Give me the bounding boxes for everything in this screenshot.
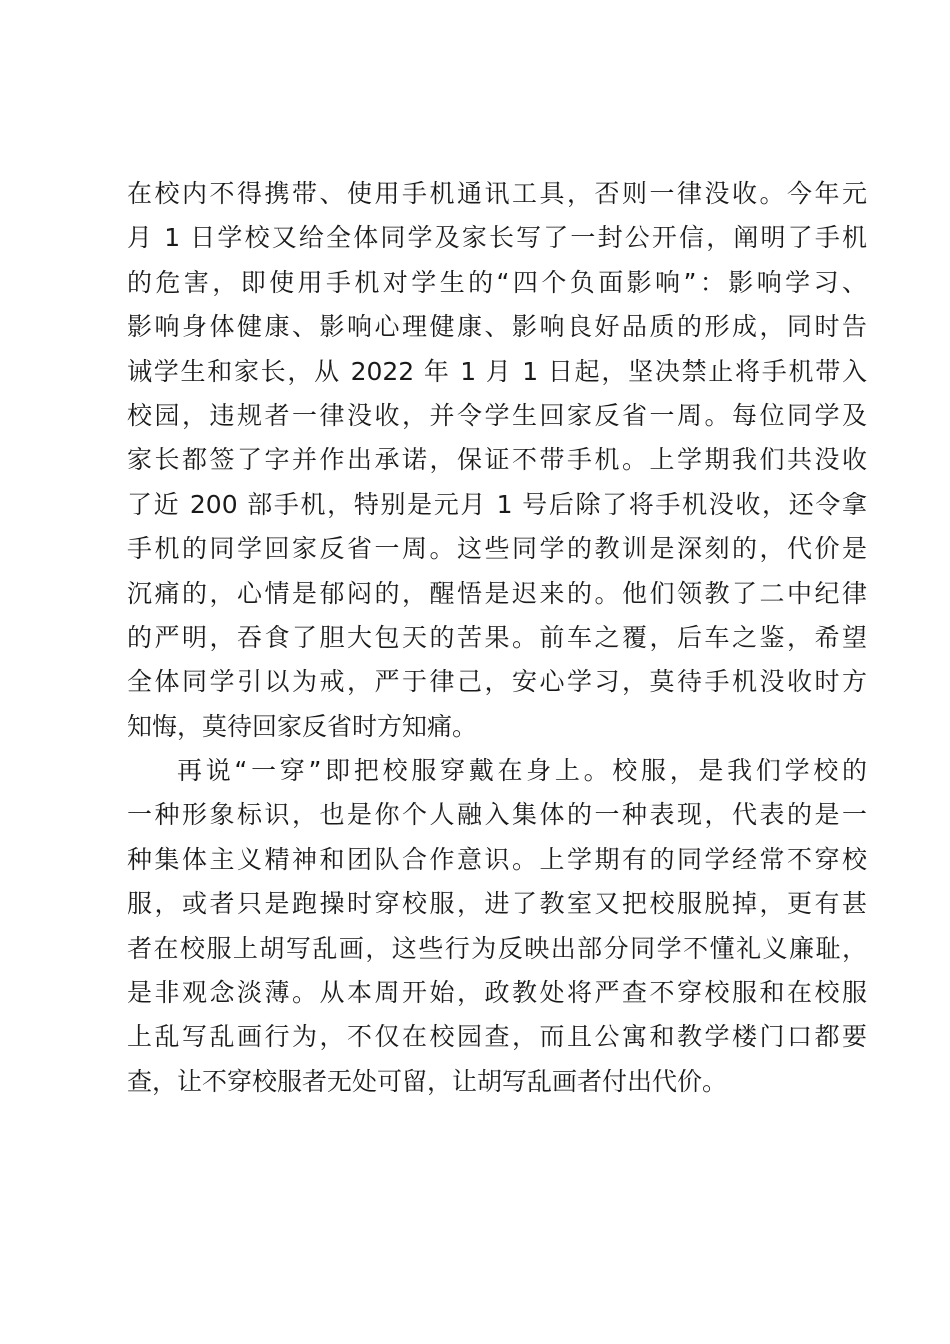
text-line: 再说“一穿”即把校服穿戴在身上。校服，是我们学校的 — [177, 756, 867, 786]
text-line: 种集体主义精神和团队合作意识。上学期有的同学经常不穿校 — [127, 844, 867, 874]
text-line: 的危害，即使用手机对学生的“四个负面影响”：影响学习、 — [127, 267, 867, 297]
paragraph-mobile-phones — [127, 172, 867, 749]
text-line: 一种形象标识，也是你个人融入集体的一种表现，代表的是一 — [127, 800, 867, 830]
text-line: 校园，违规者一律没收，并令学生回家反省一周。每位同学及 — [127, 400, 867, 430]
text-line: 者在校服上胡写乱画，这些行为反映出部分同学不懂礼义廉耻， — [127, 933, 867, 963]
text-line: 查，让不穿校服者无处可留，让胡写乱画者付出代价。 — [127, 1066, 728, 1096]
text-line: 月 1 日学校又给全体同学及家长写了一封公开信，阐明了手机 — [127, 223, 867, 253]
text-line: 服，或者只是跑操时穿校服，进了教室又把校服脱掉，更有甚 — [127, 889, 867, 919]
body-text — [127, 172, 867, 1104]
text-line: 全体同学引以为戒，严于律己，安心学习，莫待手机没收时方 — [127, 667, 867, 697]
text-line: 手机的同学回家反省一周。这些同学的教训是深刻的，代价是 — [127, 534, 867, 564]
text-line: 上乱写乱画行为，不仅在校园查，而且公寓和教学楼门口都要 — [127, 1022, 867, 1052]
paragraph-school-uniform — [127, 749, 867, 1104]
text-line: 诫学生和家长，从 2022 年 1 月 1 日起，坚决禁止将手机带入 — [127, 356, 867, 386]
text-line: 在校内不得携带、使用手机通讯工具，否则一律没收。今年元 — [127, 179, 867, 208]
text-line: 的严明，吞食了胆大包天的苦果。前车之覆，后车之鉴，希望 — [127, 622, 867, 652]
text-line: 沉痛的，心情是郁闷的，醒悟是迟来的。他们领教了二中纪律 — [127, 578, 867, 608]
text-line: 家长都签了字并作出承诺，保证不带手机。上学期我们共没收 — [127, 445, 867, 475]
text-line: 影响身体健康、影响心理健康、影响良好品质的形成，同时告 — [127, 312, 867, 342]
text-line: 了近 200 部手机，特别是元月 1 号后除了将手机没收，还令拿 — [127, 489, 867, 519]
text-line: 是非观念淡薄。从本周开始，政教处将严查不穿校服和在校服 — [127, 978, 867, 1008]
text-line: 知悔，莫待回家反省时方知痛。 — [127, 711, 478, 741]
